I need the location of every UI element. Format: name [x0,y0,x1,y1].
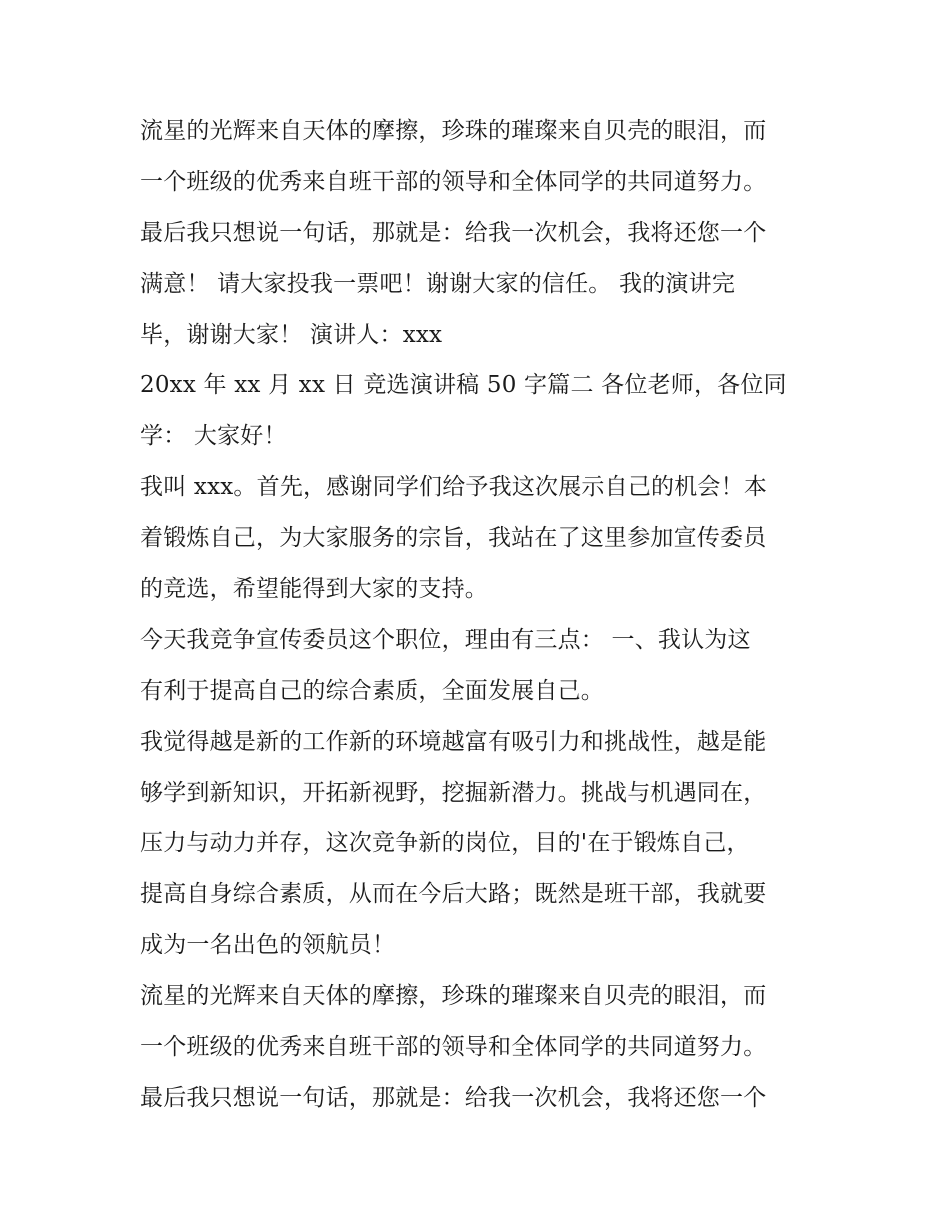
text-line: 最后我只想说一句话，那就是：给我一次机会，我将还您一个 [140,219,767,246]
text-line: 成为一名出色的领航员！ [140,932,396,959]
text-line: 够学到新知识，开拓新视野，挖掘新潜力。挑战与机遇同在， [140,779,767,806]
text-line: 最后我只想说一句话，那就是：给我一次机会，我将还您一个 [140,1084,767,1111]
text-line: 一个班级的优秀来自班干部的领导和全体同学的共同道努力。 [140,1034,767,1061]
text-line: 今天我竞争宣传委员这个职位，理由有三点： 一、我认为这 [140,626,751,653]
text-line: 的竞选，希望能得到大家的支持。 [140,576,488,603]
text-line: 毕，谢谢大家！ 演讲人：xxx [140,321,443,348]
text-line: 流星的光辉来自天体的摩擦，珍珠的璀璨来自贝壳的眼泪，而 [140,118,767,144]
text-line: 压力与动力并存，这次竞争新的岗位，目的'在于锻炼自己， [140,830,750,857]
text-line: 我觉得越是新的工作新的环境越富有吸引力和挑战性，越是能 [140,728,767,755]
text-line: 流星的光辉来自天体的摩擦，珍珠的璀璨来自贝壳的眼泪，而 [140,983,767,1010]
text-line: 20xx 年 xx 月 xx 日 竞选演讲稿 50 字篇二 各位老师，各位同 [140,372,787,399]
text-line: 满意！ 请大家投我一票吧！谢谢大家的信任。 我的演讲完 [140,270,736,297]
text-line: 学： 大家好！ [140,423,287,450]
text-line: 一个班级的优秀来自班干部的领导和全体同学的共同道努力。 [140,168,767,195]
text-line: 着锻炼自己，为大家服务的宗旨，我站在了这里参加宣传委员 [140,525,767,552]
text-line: 我叫 xxx。首先，感谢同学们给予我这次展示自己的机会！本 [140,474,768,501]
speech-text-block [140,106,830,1124]
text-line: 提高自身综合素质，从而在今后大路；既然是班干部，我就要 [140,881,767,908]
text-line: 有利于提高自己的综合素质，全面发展自己。 [140,677,604,704]
